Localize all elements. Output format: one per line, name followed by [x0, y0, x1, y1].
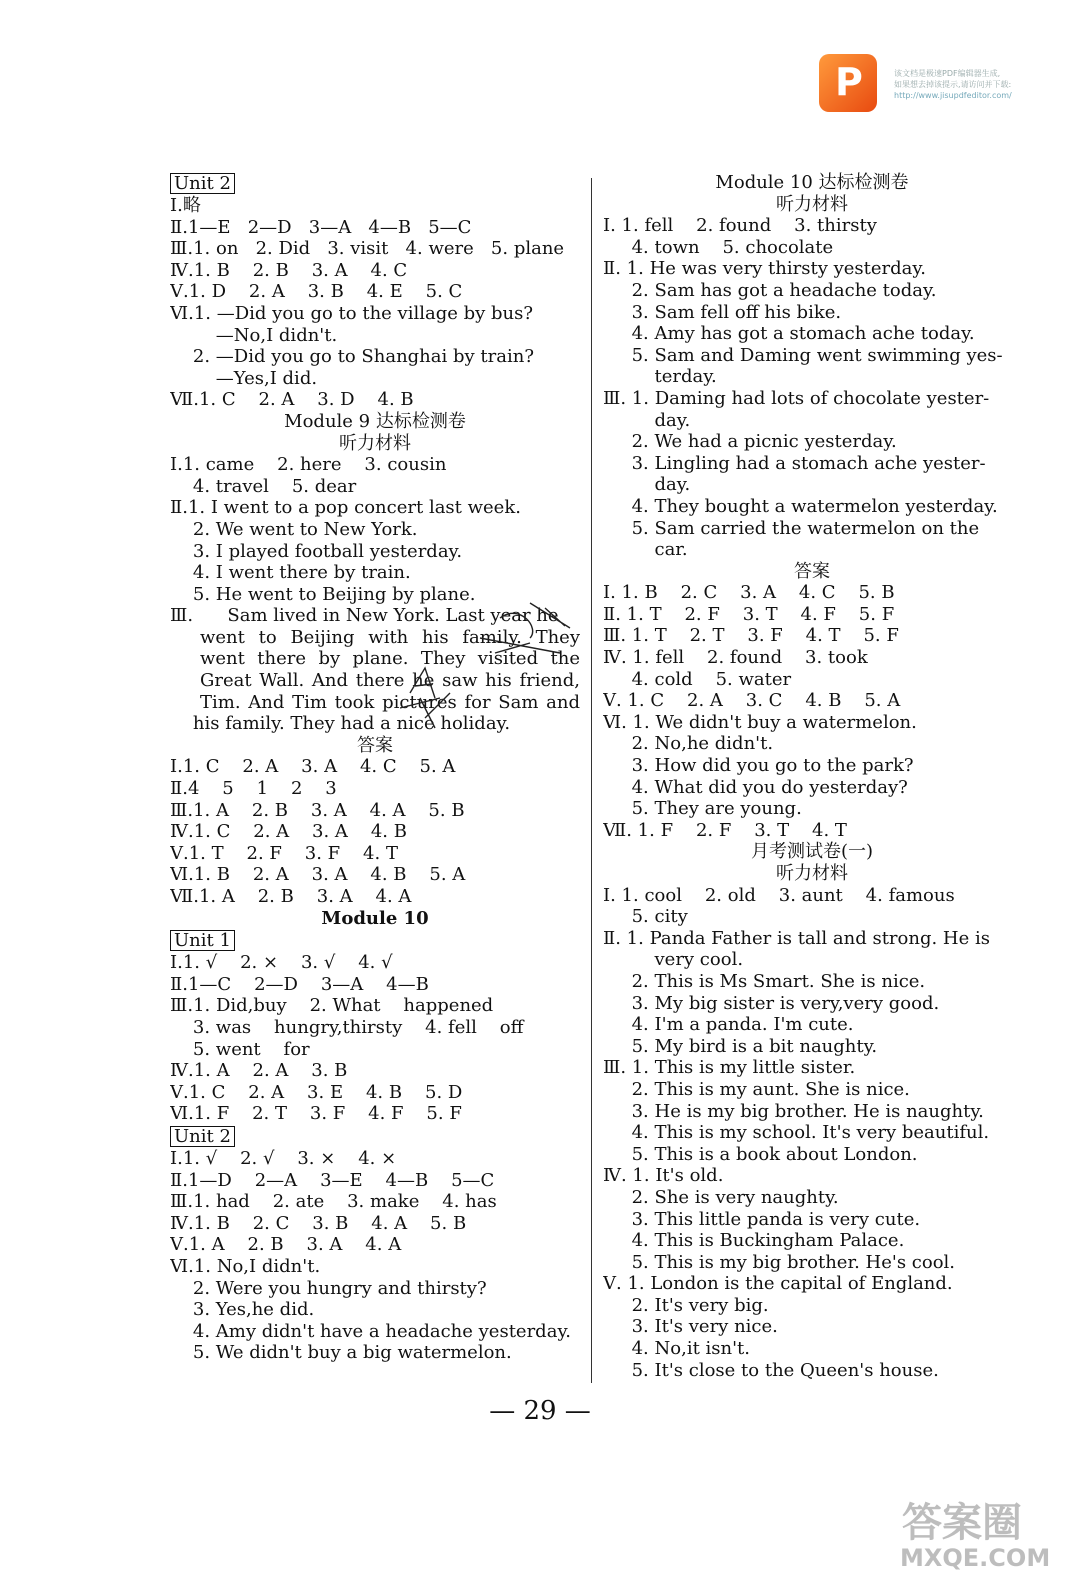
answer-line: Ⅳ.1. B 2. C 3. B 4. A 5. B	[170, 1212, 467, 1234]
pen-scribble	[380, 598, 580, 738]
answer-line: 4. town 5. chocolate	[603, 236, 834, 258]
answer-line: 2. We went to New York.	[170, 518, 418, 540]
answer-line: Ⅳ.1. A 2. A 3. B	[170, 1060, 348, 1082]
stamp-title: 答案圈	[902, 1500, 1022, 1546]
answer-line: 3. How did you go to the park?	[603, 755, 914, 777]
answer-line: 5. city	[603, 906, 688, 928]
answer-line: Ⅰ. 1. fell 2. found 3. thirsty	[603, 215, 877, 237]
answer-line: Ⅴ.1. T 2. F 3. F 4. T	[170, 842, 398, 864]
answer-line: Ⅳ. 1. fell 2. found 3. took	[603, 647, 868, 669]
answer-line: went there by plane. They visited the	[200, 648, 580, 670]
answer-line: Ⅵ.1. No,I didn't.	[170, 1255, 321, 1277]
section-heading: 答案	[794, 560, 830, 582]
answer-line: Great Wall. And there he saw his friend,	[200, 670, 580, 692]
logo-letter: P	[835, 60, 863, 104]
answer-line: Ⅱ.1—D 2—A 3—E 4—B 5—C	[170, 1169, 495, 1191]
answer-line: Ⅱ.4 5 1 2 3	[170, 778, 337, 800]
answer-line	[170, 172, 580, 195]
answer-line: terday.	[603, 366, 717, 388]
answer-line: 3. This little panda is very cute.	[603, 1208, 921, 1230]
page-number: — 29 —	[489, 1396, 591, 1426]
right-column	[603, 172, 1021, 1381]
answer-line: —Yes,I did.	[170, 367, 318, 389]
answer-line: 4. No,it isn't.	[603, 1338, 751, 1360]
watermark-line-2: 如果想去掉该提示,请访问并下载:	[894, 80, 1012, 89]
section-heading: Module 10 达标检测卷	[715, 172, 909, 193]
answer-line: Ⅳ.1. B 2. B 3. A 4. C	[170, 259, 408, 281]
site-stamp	[894, 1490, 1072, 1572]
answer-line: 4. travel 5. dear	[170, 475, 357, 497]
section-heading: 听力材料	[339, 432, 411, 454]
answer-line: Ⅵ. 1. We didn't buy a watermelon.	[603, 711, 917, 733]
answer-line: Ⅶ.1. C 2. A 3. D 4. B	[170, 389, 414, 411]
answer-line: 2. Were you hungry and thirsty?	[170, 1277, 487, 1299]
answer-line: 5. My bird is a bit naughty.	[603, 1035, 878, 1057]
unit-label: Unit 2	[170, 173, 235, 194]
section-heading: 答案	[357, 734, 393, 756]
answer-line: —No,I didn't.	[170, 324, 338, 346]
answer-line: Ⅰ.1. C 2. A 3. A 4. C 5. A	[170, 756, 456, 778]
answer-line: Ⅱ. 1. Panda Father is tall and strong. He is	[603, 927, 990, 949]
answer-line: very cool.	[603, 949, 744, 971]
column-divider	[591, 178, 592, 1383]
stamp-domain: MXQE.COM	[900, 1544, 1051, 1572]
answer-line: 2. We had a picnic yesterday.	[603, 431, 897, 453]
answer-line: Ⅲ. 1. This is my little sister.	[603, 1057, 856, 1079]
answer-line: his family. They had a nice holiday.	[170, 713, 511, 735]
answer-line: 4. I went there by train.	[170, 562, 411, 584]
answer-line: Ⅱ.1—C 2—D 3—A 4—B	[170, 973, 429, 995]
answer-line: 5. This is a book about London.	[603, 1143, 918, 1165]
answer-line: Ⅲ.1. on 2. Did 3. visit 4. were 5. plane	[170, 238, 565, 260]
answer-line: 3. Yes,he did.	[170, 1299, 315, 1321]
answer-line: 5. This is my big brother. He's cool.	[603, 1251, 956, 1273]
answer-line: Ⅴ.1. D 2. A 3. B 4. E 5. C	[170, 281, 463, 303]
answer-line: Ⅴ. 1. London is the capital of England.	[603, 1273, 953, 1295]
section-heading: 听力材料	[776, 863, 848, 884]
answer-line: Ⅰ. 1. B 2. C 3. A 4. C 5. B	[603, 582, 895, 604]
answer-line: 2. This is my aunt. She is nice.	[603, 1078, 910, 1100]
answer-line: 3. Lingling had a stomach ache yester-	[603, 452, 986, 474]
answer-line: 5. went for	[170, 1038, 310, 1060]
answer-line: Ⅴ. 1. C 2. A 3. C 4. B 5. A	[603, 690, 901, 712]
section-heading: 听力材料	[776, 193, 848, 215]
answer-line: 4. Amy has got a stomach ache today.	[603, 323, 975, 345]
answer-line: Ⅳ. 1. It's old.	[603, 1165, 724, 1187]
answer-line: 4. What did you do yesterday?	[603, 776, 908, 798]
answer-line: day.	[603, 409, 691, 431]
answer-line: 4. Amy didn't have a headache yesterday.	[170, 1320, 571, 1342]
answer-line: car.	[603, 539, 688, 561]
answer-line: Ⅵ.1. F 2. T 3. F 4. F 5. F	[170, 1103, 462, 1125]
section-heading: 月考测试卷(一)	[750, 841, 874, 863]
answer-line: Ⅰ.略	[170, 195, 201, 216]
answer-line: Ⅰ. 1. cool 2. old 3. aunt 4. famous	[603, 884, 955, 906]
answer-line: 4. cold 5. water	[603, 668, 792, 690]
answer-line: 5. He went to Beijing by plane.	[170, 583, 476, 605]
answer-line: went to Beijing with his family. They	[200, 626, 580, 648]
answer-line: 2. No,he didn't.	[603, 733, 774, 755]
unit-label: Unit 2	[170, 1126, 235, 1147]
watermark-line-1: 该文档是极速PDF编辑器生成,	[894, 69, 1001, 78]
answer-line: Ⅵ.1. B 2. A 3. A 4. B 5. A	[170, 864, 466, 886]
answer-line: day.	[603, 474, 691, 496]
answer-line: Ⅲ.1. had 2. ate 3. make 4. has	[170, 1191, 497, 1213]
pdf-editor-logo	[819, 54, 877, 112]
answer-line: Ⅴ.1. C 2. A 3. E 4. B 5. D	[170, 1081, 463, 1103]
answer-line: 5. Sam and Daming went swimming yes-	[603, 344, 1003, 366]
watermark-notice	[894, 68, 1064, 101]
section-heading: Module 9 达标检测卷	[284, 410, 466, 432]
answer-line: Ⅲ.1. Did,buy 2. What happened	[170, 995, 494, 1017]
answer-line: 3. I played football yesterday.	[170, 540, 463, 562]
answer-line: 5. It's close to the Queen's house.	[603, 1359, 939, 1381]
answer-line: Ⅴ.1. A 2. B 3. A 4. A	[170, 1234, 402, 1256]
answer-line: 5. We didn't buy a big watermelon.	[170, 1342, 512, 1364]
answer-line: 4. I'm a panda. I'm cute.	[603, 1014, 854, 1036]
answer-line	[170, 1125, 580, 1148]
answer-line: Ⅱ. 1. T 2. F 3. T 4. F 5. F	[603, 603, 895, 625]
answer-line: Ⅳ.1. C 2. A 3. A 4. B	[170, 821, 407, 843]
answer-line: 4. This is my school. It's very beautiful.	[603, 1122, 990, 1144]
answer-line: Ⅰ.1. √ 2. × 3. √ 4. √	[170, 952, 393, 974]
answer-line: 3. He is my big brother. He is naughty.	[603, 1100, 984, 1122]
answer-line: Ⅲ. 1. Daming had lots of chocolate yester-	[603, 387, 990, 409]
answer-line: 2. She is very naughty.	[603, 1186, 839, 1208]
answer-line: Ⅶ. 1. F 2. F 3. T 4. T	[603, 819, 847, 841]
answer-line: Ⅲ. Sam lived in New York. Last year he	[170, 605, 559, 627]
answer-line: Ⅰ.1. came 2. here 3. cousin	[170, 454, 447, 476]
answer-line: Ⅲ. 1. T 2. T 3. F 4. T 5. F	[603, 625, 899, 647]
answer-line: Ⅶ.1. A 2. B 3. A 4. A	[170, 886, 412, 907]
answer-line: Ⅱ.1—E 2—D 3—A 4—B 5—C	[170, 216, 472, 238]
answer-line: Ⅱ.1. I went to a pop concert last week.	[170, 497, 521, 519]
answer-line	[170, 929, 580, 952]
answer-line: 5. They are young.	[603, 798, 802, 820]
watermark-link[interactable]: http://www.jisupdfeditor.com/	[894, 91, 1012, 100]
answer-line: 3. was hungry,thirsty 4. fell off	[170, 1016, 524, 1038]
answer-line: 2. —Did you go to Shanghai by train?	[170, 346, 534, 368]
section-heading: Module 10	[321, 907, 429, 929]
answer-line: Tim. And Tim took pictures for Sam and	[200, 691, 580, 713]
left-column	[170, 172, 580, 1364]
answer-line: Ⅵ.1. —Did you go to the village by bus?	[170, 302, 534, 324]
answer-line: Ⅱ. 1. He was very thirsty yesterday.	[603, 258, 926, 280]
answer-line: 4. They bought a watermelon yesterday.	[603, 495, 998, 517]
answer-line: 2. This is Ms Smart. She is nice.	[603, 970, 926, 992]
answer-line: 2. It's very big.	[603, 1294, 769, 1316]
answer-line: 3. My big sister is very,very good.	[603, 992, 940, 1014]
answer-line: 2. Sam has got a headache today.	[603, 279, 937, 301]
answer-line: 3. It's very nice.	[603, 1316, 778, 1338]
answer-line: Ⅰ.1. √ 2. √ 3. × 4. ×	[170, 1147, 397, 1169]
answer-line: 4. This is Buckingham Palace.	[603, 1230, 905, 1252]
answer-line: 5. Sam carried the watermelon on the	[603, 517, 980, 539]
answer-line: 3. Sam fell off his bike.	[603, 301, 842, 323]
unit-label: Unit 1	[170, 930, 235, 951]
answer-line: Ⅲ.1. A 2. B 3. A 4. A 5. B	[170, 799, 465, 821]
